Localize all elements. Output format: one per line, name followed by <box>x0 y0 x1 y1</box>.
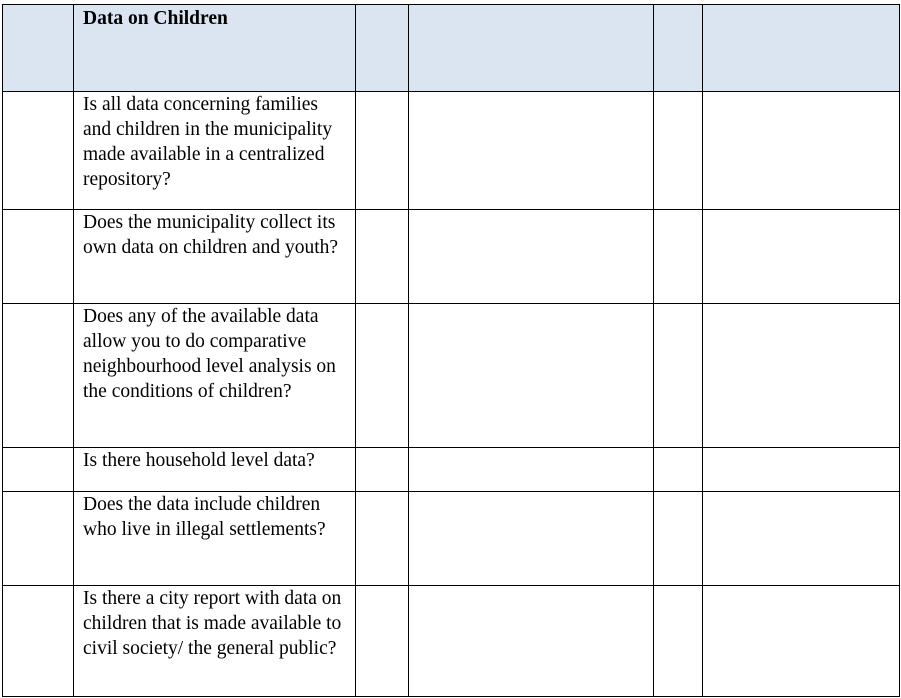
answer-cell[interactable] <box>409 492 654 586</box>
answer-cell[interactable] <box>356 492 409 586</box>
answer-cell[interactable] <box>356 586 409 697</box>
row-cell-blank[interactable] <box>3 586 74 697</box>
question-text: Is there household level data? <box>83 450 315 471</box>
question-cell <box>74 448 356 492</box>
table-row <box>3 210 900 304</box>
table-row <box>3 586 900 697</box>
answer-cell[interactable] <box>409 92 654 210</box>
question-cell <box>74 210 356 304</box>
answer-cell[interactable] <box>356 92 409 210</box>
answer-cell[interactable] <box>703 586 900 697</box>
answer-cell[interactable] <box>703 92 900 210</box>
table-header-row <box>3 5 900 92</box>
answer-cell[interactable] <box>703 448 900 492</box>
answer-cell[interactable] <box>409 210 654 304</box>
answer-cell[interactable] <box>654 492 703 586</box>
header-cell-blank <box>3 5 74 92</box>
table-row <box>3 448 900 492</box>
row-cell-blank[interactable] <box>3 304 74 448</box>
table-row <box>3 92 900 210</box>
answer-cell[interactable] <box>356 210 409 304</box>
header-cell-blank <box>703 5 900 92</box>
answer-cell[interactable] <box>654 586 703 697</box>
question-text: Does any of the available data allow you to do comparative neighbourhood level analysis on the conditions of children? <box>83 306 336 402</box>
answer-cell[interactable] <box>654 92 703 210</box>
question-text: Is all data concerning families and children in the municipality made available in a centralized repository? <box>83 94 333 190</box>
question-cell <box>74 586 356 697</box>
answer-cell[interactable] <box>703 492 900 586</box>
question-text: Is there a city report with data on children that is made available to civil society/ the general public? <box>83 588 342 659</box>
answer-cell[interactable] <box>409 448 654 492</box>
header-cell-blank <box>356 5 409 92</box>
row-cell-blank[interactable] <box>3 492 74 586</box>
answer-cell[interactable] <box>654 304 703 448</box>
question-cell <box>74 92 356 210</box>
section-title-text: Data on Children <box>83 8 228 29</box>
question-text: Does the municipality collect its own data on children and youth? <box>83 212 339 258</box>
answer-cell[interactable] <box>356 304 409 448</box>
answer-cell[interactable] <box>703 304 900 448</box>
answer-cell[interactable] <box>654 448 703 492</box>
header-cell-blank <box>409 5 654 92</box>
table-row <box>3 492 900 586</box>
table-row <box>3 304 900 448</box>
answer-cell[interactable] <box>409 586 654 697</box>
data-on-children-table <box>2 4 900 697</box>
question-text: Does the data include children who live in illegal settlements? <box>83 494 326 540</box>
row-cell-blank[interactable] <box>3 210 74 304</box>
answer-cell[interactable] <box>654 210 703 304</box>
answer-cell[interactable] <box>356 448 409 492</box>
row-cell-blank[interactable] <box>3 448 74 492</box>
answer-cell[interactable] <box>409 304 654 448</box>
question-cell <box>74 492 356 586</box>
question-cell <box>74 304 356 448</box>
row-cell-blank[interactable] <box>3 92 74 210</box>
header-cell-blank <box>654 5 703 92</box>
section-title <box>74 5 356 92</box>
answer-cell[interactable] <box>703 210 900 304</box>
